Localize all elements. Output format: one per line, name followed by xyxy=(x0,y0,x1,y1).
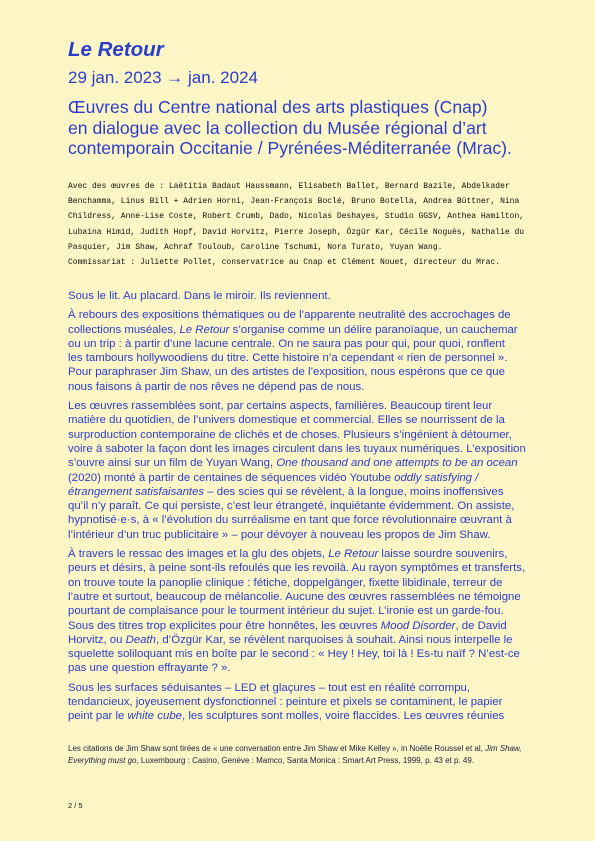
body-line: l’autre et surtout, beaucoup de mélancolie. Aucune des œuvres rassemblées ne témoigne xyxy=(68,590,521,603)
text-run: , de David xyxy=(455,619,507,632)
text-run: , les sculptures sont molles, voire flaccides. Les œuvres réunies xyxy=(182,710,505,723)
text-run: laisse sourdre souvenirs, xyxy=(378,548,508,561)
text-run: (2020) monté à partir de centaines de séquences vidéo Youtube xyxy=(68,471,395,484)
italic-text: Mood Disorder xyxy=(380,619,456,632)
italic-text: oddly satisfying / xyxy=(394,471,479,484)
italic-text: Le Retour xyxy=(328,548,379,561)
text-run: collections muséales, xyxy=(68,323,180,336)
italic-text: white cube xyxy=(127,710,182,723)
credits-line: Lubaina Himid, Judith Hopf, David Horvitz, Pierre Joseph, Özgür Kar, Cécile Noguès, Nathalie du xyxy=(68,227,525,237)
date-range: 29 jan. 2023 → jan. 2024 xyxy=(68,68,258,87)
body-line: À rebours des expositions thématiques ou de l’apparente neutralité des accrochages de xyxy=(68,309,511,322)
italic-text: One thousand and one attempts to be an ocean xyxy=(276,457,518,470)
italic-text: étrangement satisfaisantes xyxy=(68,485,205,498)
credits-line: Benchamma, Linus Bill + Adrien Horni, Jean-François Boclé, Bruno Botella, Andrea Büttner, Nina xyxy=(68,197,520,207)
text-run: s’ouvre ainsi sur un film de Yuyan Wang, xyxy=(68,457,277,470)
footnote xyxy=(68,743,522,767)
body-paragraph xyxy=(68,289,526,303)
body-line: Les œuvres rassemblées sont, par certains aspects, familières. Beaucoup tirent leur xyxy=(68,400,493,413)
text-run: – des scies qui se révèlent, à la longue, moins inoffensives xyxy=(204,485,504,498)
body-line: peurs et désirs, à peine sont-ils refoulés que les revoilà. Au rayon symptômes et transferts, xyxy=(68,562,526,575)
text-run: , Luxembourg : Casino, Genève : Mamco, Santa Monica : Smart Art Press, 1999, p. 43 et p. 49. xyxy=(136,756,474,765)
text-run: , d’Özgür Kar, se révèlent narquoises à souhait. Ainsi nous interpelle le xyxy=(156,633,513,646)
body-line xyxy=(68,619,526,633)
credits-line: Pasquier, Jim Shaw, Achraf Touloub, Caroline Tschumi, Nora Turato, Yuyan Wang. xyxy=(68,242,443,252)
body-line: surproduction contemporaine de clichés et de choses. Plusieurs s’ingénient à détourner, xyxy=(68,428,512,441)
body-paragraph xyxy=(68,308,526,394)
text-run: s’organise comme un délire paranoïaque, un cauchemar xyxy=(229,323,518,336)
italic-text: Jim Shaw, xyxy=(485,744,522,753)
body-line: qu’il n’y paraît. Ce qui persiste, c’est leur étrangeté, inquiétante évidemment. On assiste, xyxy=(68,500,515,513)
body-line xyxy=(68,456,526,470)
intro-text xyxy=(68,97,512,159)
body-line: nous faisons à partir de nos rêves ne dépend pas de nous. xyxy=(68,380,365,393)
body-line: matière du quotidien, de l’univers domestique et commercial. Elles se nourrissent de la xyxy=(68,414,505,427)
text-run: Horvitz, ou xyxy=(68,633,126,646)
exhibition-title: Le Retour xyxy=(68,38,164,61)
italic-text: Death xyxy=(125,633,157,646)
credits-line: Avec des œuvres de : Laëtitia Badaut Haussmann, Elisabeth Ballet, Bernard Bazile, Abdelkader xyxy=(68,182,510,191)
body-line: Sous les surfaces séduisantes – LED et glaçures – tout est en réalité corrompu, xyxy=(68,681,471,694)
body-line: tendancieux, joyeusement dysfonctionnel : peinture et pixels se contaminent, le papier xyxy=(68,696,503,709)
italic-text: Le Retour xyxy=(179,323,230,336)
credits-block xyxy=(68,179,524,270)
body-line: pourtant de complaisance pour le tourment intérieur du sujet. L’ironie est un garde-fou. xyxy=(68,605,504,618)
body-line xyxy=(68,485,526,499)
intro-line: en dialogue avec la collection du Musée régional d’art xyxy=(68,117,487,138)
body-line xyxy=(68,547,526,561)
body-paragraph xyxy=(68,547,526,676)
body-line xyxy=(68,709,526,723)
body-line: l’intérieur d’un truc publicitaire » – pour dévoyer à nouveau les propos de Jim Shaw. xyxy=(68,528,491,541)
text-run: Sous des titres trop explicites pour être honnêtes, les œuvres xyxy=(68,619,381,632)
body-line: pas une question effrayante ? ». xyxy=(68,662,231,675)
body-line: Pour paraphraser Jim Shaw, un des artistes de l’exposition, nous espérons que ce que xyxy=(68,366,505,379)
body-line: les tambours hollywoodiens du titre. Cette histoire n’a cependant « rien de personnel ». xyxy=(68,352,508,365)
body-line xyxy=(68,323,526,337)
italic-text: Everything must go xyxy=(68,756,137,765)
body-text xyxy=(68,289,526,724)
intro-line: Œuvres du Centre national des arts plastiques (Cnap) xyxy=(68,97,488,117)
intro-line: contemporain Occitanie / Pyrénées-Méditerranée (Mrac). xyxy=(68,138,512,159)
body-line xyxy=(68,633,526,647)
body-line: Sous le lit. Au placard. Dans le miroir. Ils reviennent. xyxy=(68,290,331,302)
page-number: 2 / 5 xyxy=(68,801,83,810)
text-run: À travers le ressac des images et la glu des objets, xyxy=(68,548,329,561)
text-run: Les citations de Jim Shaw sont tirées de « une conversation entre Jim Shaw et Mike Kelley », in Noëlle Roussel et al, xyxy=(68,744,486,753)
body-paragraph xyxy=(68,399,526,542)
footnote-line xyxy=(68,743,522,755)
credits-line: Childress, Anne-Lise Coste, Robert Crumb, Dado, Nicolas Deshayes, Studio GGSV, Anthea Hamilton, xyxy=(68,212,525,222)
text-run: peint par le xyxy=(68,710,128,723)
credits-line: Commissariat : Juliette Pollet, conservatrice au Cnap et Clément Nouet, directeur du Mrac. xyxy=(68,258,501,268)
body-line: hypnotisé·e·s, à « l’évolution du surréalisme en tant que force révolutionnaire œuvrant à xyxy=(68,514,512,527)
footnote-line xyxy=(68,755,522,767)
body-line: ou un trip : à partir d’une lacune centrale. On ne saura pas pour qui, pour quoi, ronflent xyxy=(68,337,505,350)
body-paragraph xyxy=(68,681,526,724)
body-line: voire à saboter la façon dont les images circulent dans les tuyaux numériques. L’exposition xyxy=(68,442,526,455)
body-line: on trouve toute la panoplie clinique : fétiche, doppelgänger, fixette libidinale, terreur de xyxy=(68,576,503,589)
body-line xyxy=(68,471,526,485)
body-line: squelette soliloquant mis en boîte par le second : « Hey ! Hey, toi là ! Es-tu naïf ? N’est-ce xyxy=(68,648,520,661)
